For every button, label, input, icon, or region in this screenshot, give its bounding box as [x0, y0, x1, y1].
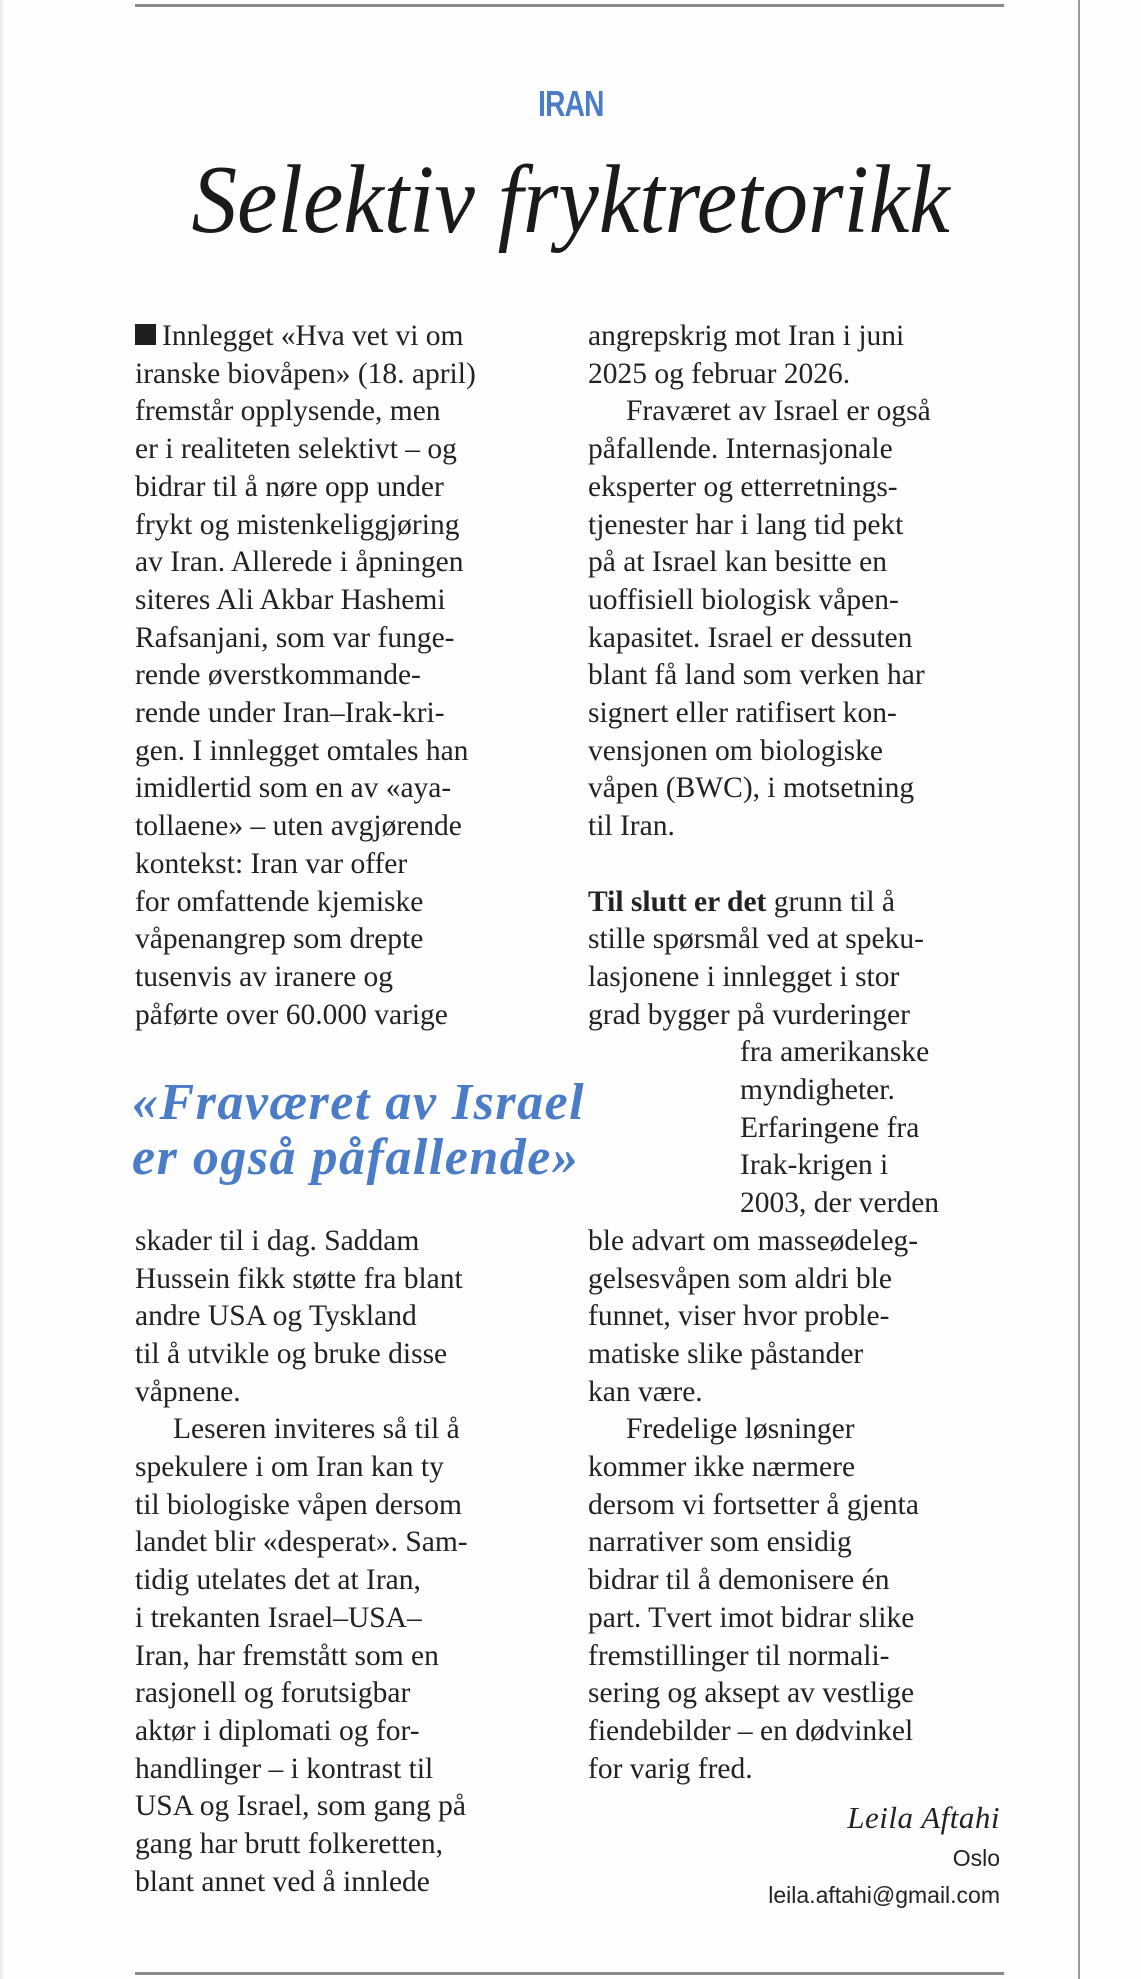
body-text-line [588, 660, 925, 690]
page-edge [0, 0, 3, 1979]
line-text: Innlegget «Hva vet vi om [162, 320, 464, 352]
line-text: gelsesvåpen som aldri ble [588, 1262, 892, 1295]
line-text: grad bygger på vurderinger [588, 998, 910, 1031]
body-text-line [135, 472, 444, 502]
body-text-line [588, 924, 924, 954]
body-text-line [135, 773, 451, 803]
body-text-line [135, 1490, 462, 1520]
pull-quote-line: er også påfallende» [132, 1129, 580, 1186]
body-text-line [588, 585, 899, 615]
body-text-line [173, 1414, 460, 1444]
body-text-line [626, 1414, 855, 1444]
body-text-line [588, 472, 898, 502]
body-text-line [588, 434, 893, 464]
body-text-line [135, 962, 393, 992]
body-text-line [135, 547, 463, 577]
body-text-line [135, 924, 423, 954]
line-text: iranske biovåpen» (18. april) [135, 357, 476, 390]
body-text-line [588, 1264, 892, 1294]
line-text: påførte over 60.000 varige [135, 998, 448, 1031]
body-text-line [135, 811, 462, 841]
lead-square-icon [135, 324, 156, 345]
bottom-rule [135, 1972, 1004, 1975]
body-text-line [588, 962, 899, 992]
line-text: lasjonene i innlegget i stor [588, 960, 900, 993]
line-text: for varig fred. [588, 1752, 753, 1785]
body-text-line [135, 1527, 468, 1557]
line-text: uoffisiell biologisk våpen- [588, 583, 899, 616]
body-text-line [135, 1452, 444, 1482]
line-text: for omfattende kjemiske [135, 885, 424, 918]
line-text: handlinger – i kontrast til [135, 1752, 434, 1785]
line-text: funnet, viser hvor proble- [588, 1300, 890, 1333]
line-text: Iran, har fremstått som en [135, 1639, 439, 1672]
line-text: Fredelige løsninger [626, 1413, 855, 1446]
body-text-line [588, 623, 912, 653]
line-text: tusenvis av iranere og [135, 960, 394, 993]
line-text: til å utvikle og bruke disse [135, 1337, 448, 1370]
body-text-line [135, 623, 455, 653]
body-text-line [588, 1641, 889, 1671]
line-text: grunn til å [766, 885, 896, 918]
line-text: frykt og mistenkeliggjøring [135, 508, 460, 541]
line-text: gen. I innlegget omtales han [135, 734, 469, 767]
line-text: kontekst: Iran var offer [135, 847, 408, 880]
body-text-line [588, 698, 897, 728]
body-text-line [135, 1339, 447, 1369]
line-text: fra amerikanske [740, 1036, 930, 1069]
line-text: til biologiske våpen dersom [135, 1488, 462, 1521]
line-text: tidig utelates det at Iran, [135, 1564, 421, 1597]
body-text-line [135, 321, 463, 351]
line-text: Fraværet av Israel er også [626, 395, 931, 428]
body-text-line [740, 1113, 919, 1143]
line-text: USA og Israel, som gang på [135, 1790, 467, 1823]
body-text-line [588, 1565, 889, 1595]
line-text: siteres Ali Akbar Hashemi [135, 583, 446, 616]
line-text: våpen (BWC), i motsetning [588, 772, 915, 805]
body-text-line [588, 510, 903, 540]
line-text: skader til i dag. Saddam [135, 1224, 420, 1257]
lead-in-bold: Til slutt er det [588, 885, 767, 918]
body-text-line [588, 736, 883, 766]
body-text-line [135, 1678, 410, 1708]
top-rule [135, 4, 1004, 7]
body-text-line [588, 1603, 914, 1633]
body-text-line [135, 1301, 417, 1331]
line-text: tjenester har i lang tid pekt [588, 508, 904, 541]
line-text: våpnene. [135, 1375, 241, 1408]
line-text: bidrar til å demonisere én [588, 1564, 890, 1597]
line-text: aktør i diplomati og for- [135, 1714, 420, 1747]
body-text-line [588, 1339, 863, 1369]
body-text-line [588, 359, 850, 389]
line-text: kommer ikke nærmere [588, 1451, 856, 1483]
line-text: imidlertid som en av «aya- [135, 772, 452, 805]
line-text: påfallende. Internasjonale [588, 433, 893, 466]
line-text: dersom vi fortsetter å gjenta [588, 1488, 919, 1521]
body-text-line [588, 1000, 910, 1030]
author-city: Oslo [952, 1845, 1000, 1871]
line-text: eksperter og etterretnings- [588, 470, 898, 503]
body-text-line [740, 1188, 939, 1218]
body-text-line [588, 1754, 753, 1784]
body-text-line [588, 547, 887, 577]
body-text-line [135, 1226, 419, 1256]
headline: Selektiv fryktretorikk [191, 146, 950, 254]
line-text: fremstillinger til normali- [588, 1639, 890, 1672]
body-text-line [135, 1829, 443, 1859]
body-text-line [135, 1791, 466, 1821]
body-text-line [135, 1603, 422, 1633]
line-text: vensjonen om biologiske [588, 734, 883, 767]
line-text: 2025 og februar 2026. [588, 357, 851, 390]
body-text-line [135, 585, 446, 615]
line-text: rende under Iran–Irak-kri- [135, 697, 445, 729]
body-text-line [135, 660, 421, 690]
line-text: fremstår opplysende, men [135, 395, 441, 428]
line-text: matiske slike påstander [588, 1337, 864, 1370]
body-text-line [588, 321, 904, 351]
body-text-line [135, 1565, 421, 1595]
line-text: narrativer som ensidig [588, 1526, 852, 1559]
line-text: stille spørsmål ved at speku- [588, 923, 924, 956]
body-text-line [135, 510, 459, 540]
line-text: spekulere i om Iran kan ty [135, 1451, 444, 1483]
line-text: på at Israel kan besitte en [588, 546, 887, 579]
body-text-line [588, 1716, 913, 1746]
line-text: av Iran. Allerede i åpningen [135, 546, 464, 579]
line-text: rende øverstkommande- [135, 659, 421, 692]
line-text: Rafsanjani, som var funge- [135, 621, 455, 654]
line-text: tollaene» – uten avgjørende [135, 810, 462, 843]
body-text-line [135, 359, 476, 389]
line-text: signert eller ratifisert kon- [588, 697, 897, 729]
line-text: blant annet ved å innlede [135, 1865, 430, 1898]
line-text: Hussein fikk støtte fra blant [135, 1262, 463, 1295]
line-text: til Iran. [588, 810, 675, 843]
body-text-line [588, 1301, 889, 1331]
line-text: 2003, der verden [740, 1187, 940, 1220]
body-text-line [740, 1037, 929, 1067]
body-text-line [135, 1716, 420, 1746]
body-text-line [135, 887, 423, 917]
body-text-line [588, 1377, 703, 1407]
body-text-line [135, 1264, 463, 1294]
body-text-line [135, 1000, 448, 1030]
body-text-line [588, 1678, 914, 1708]
line-text: kapasitet. Israel er dessuten [588, 621, 913, 654]
line-text: ble advart om masseødeleg- [588, 1224, 919, 1257]
body-text-line [135, 849, 407, 879]
body-text-line [740, 1075, 895, 1105]
line-text: sering og aksept av vestlige [588, 1677, 915, 1710]
body-text-line [588, 1490, 919, 1520]
body-text-line [135, 1377, 241, 1407]
body-text-line [588, 773, 914, 803]
line-text: angrepskrig mot Iran i juni [588, 320, 905, 352]
section-kicker: IRAN [538, 83, 604, 124]
line-text: Irak-krigen i [740, 1149, 889, 1182]
author-email[interactable]: leila.aftahi@gmail.com [768, 1882, 1000, 1908]
body-text-line [135, 434, 457, 464]
line-text: Leseren inviteres så til å [173, 1413, 460, 1446]
body-text-line [135, 736, 468, 766]
body-text-line [588, 1452, 855, 1482]
body-text-line [135, 698, 445, 728]
line-text: fiendebilder – en dødvinkel [588, 1714, 914, 1747]
body-text-line [588, 811, 675, 841]
line-text: bidrar til å nøre opp under [135, 470, 444, 503]
author-name: Leila Aftahi [847, 1800, 1000, 1835]
line-text: i trekanten Israel–USA– [135, 1601, 422, 1634]
body-text-line [626, 396, 931, 426]
line-text: part. Tvert imot bidrar slike [588, 1601, 915, 1634]
line-text: rasjonell og forutsigbar [135, 1677, 411, 1710]
body-text-line [588, 887, 895, 917]
pull-quote-line: «Fraværet av Israel [132, 1074, 586, 1131]
line-text: landet blir «desperat». Sam- [135, 1526, 468, 1559]
line-text: våpenangrep som drepte [135, 923, 424, 956]
line-text: gang har brutt folkeretten, [135, 1828, 443, 1860]
body-text-line [135, 1754, 433, 1784]
body-text-line [588, 1527, 852, 1557]
body-text-line [135, 1867, 430, 1897]
body-text-line [588, 1226, 918, 1256]
body-text-line [740, 1150, 888, 1180]
line-text: kan være. [588, 1375, 703, 1408]
line-text: Erfaringene fra [740, 1111, 920, 1144]
body-text-line [135, 396, 441, 426]
line-text: er i realiteten selektivt – og [135, 433, 457, 466]
line-text: andre USA og Tyskland [135, 1300, 417, 1333]
column-divider [1078, 0, 1080, 1979]
body-text-line [135, 1641, 439, 1671]
line-text: blant få land som verken har [588, 659, 925, 692]
line-text: myndigheter. [740, 1074, 895, 1106]
